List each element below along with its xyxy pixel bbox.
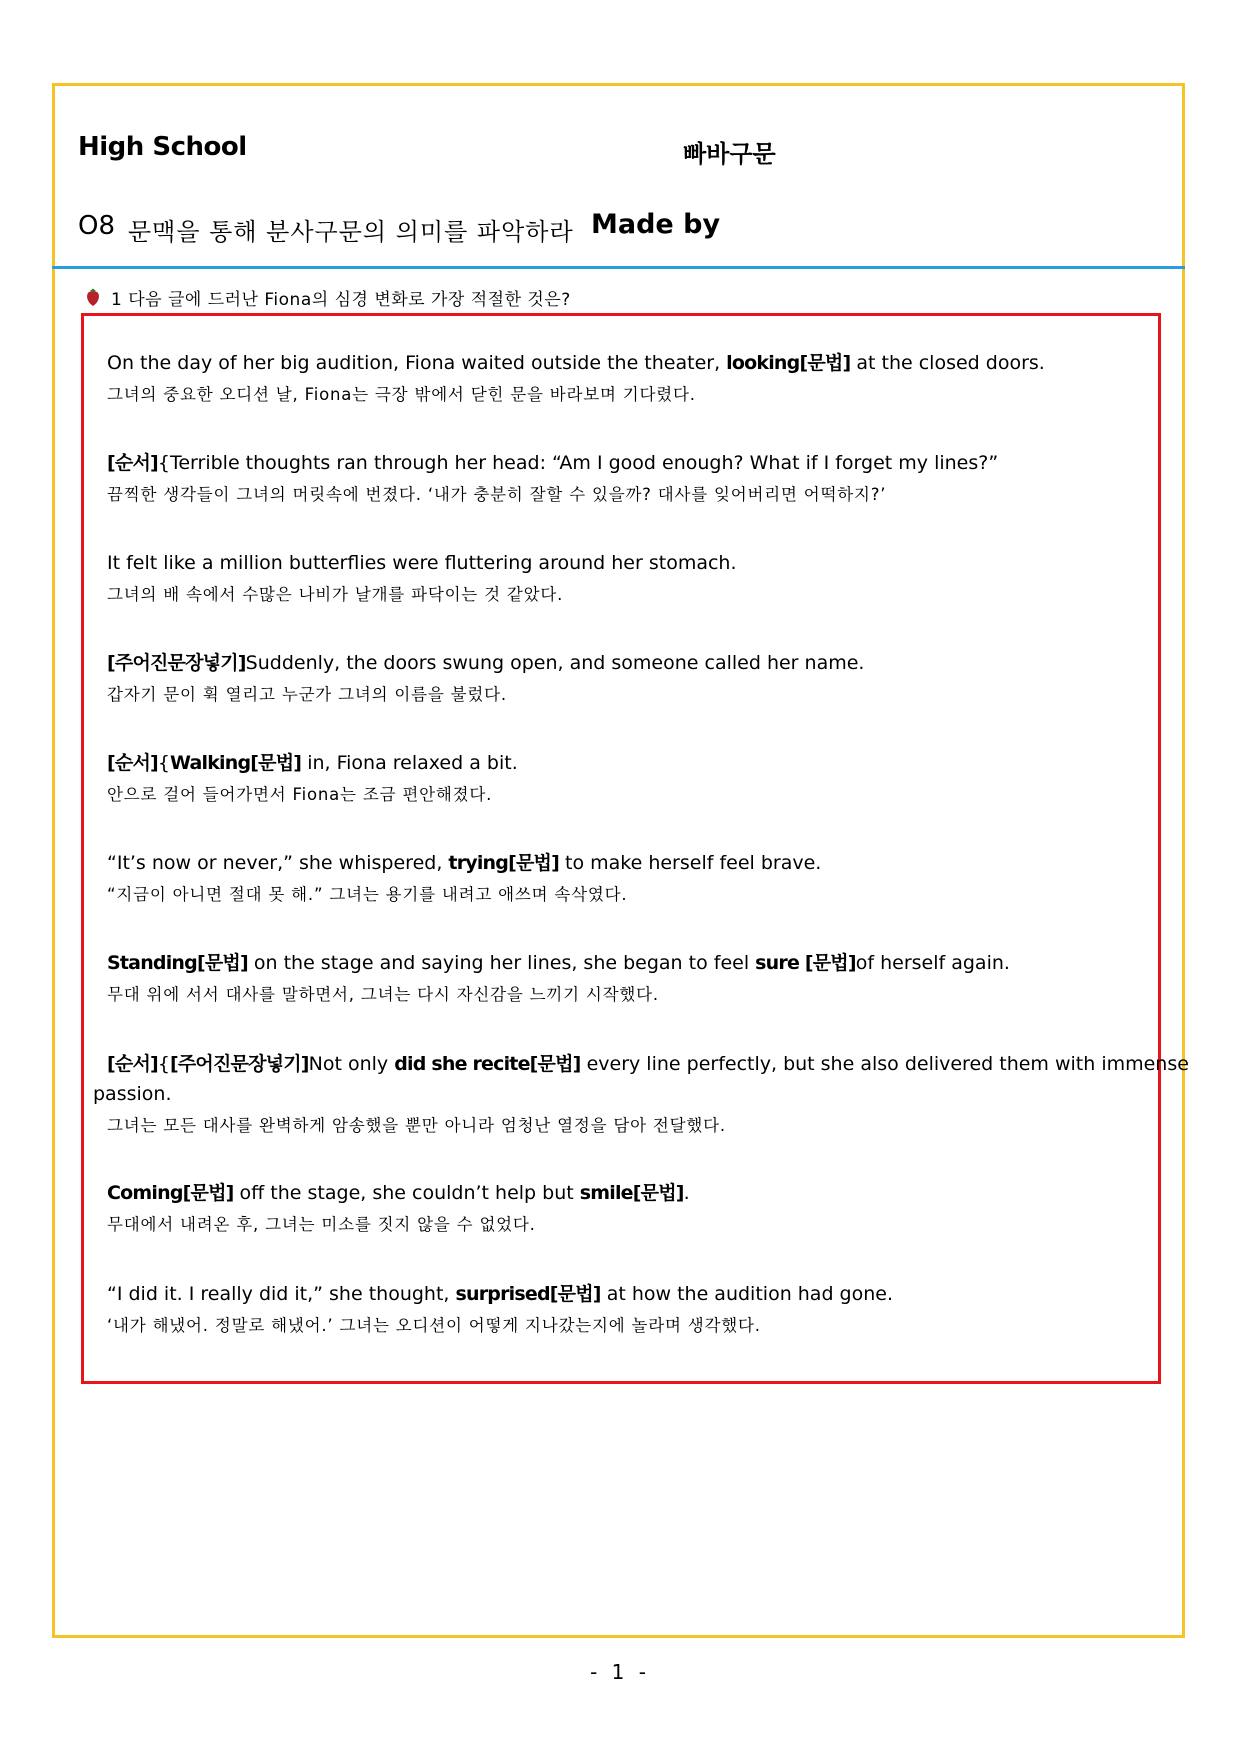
sentence-pair-1 [107,348,1147,412]
sentence-pair-10 [107,1279,1147,1343]
grammar-tag: Standing[문법] [107,952,248,974]
grammar-tag: Coming[문법] [107,1182,234,1204]
sentence-text: at how the audition had gone. [600,1283,894,1305]
insert-sentence-tag: [주어진문장넣기] [169,1053,309,1075]
sentence-text: off the stage, she couldn’t help but [233,1182,580,1204]
sentence-text: to make herself feel brave. [558,852,822,874]
english-sentence [107,848,1147,878]
strawberry-icon [85,287,101,307]
korean-translation: ‘내가 해냈어. 정말로 해냈어.’ 그녀는 오디션이 어떻게 지나갔는지에 놀라며 생각했다. [107,1316,761,1335]
sentence-text: { [157,1053,170,1075]
sentence-pair-3 [107,548,1147,612]
insert-sentence-tag: [주어진문장넣기] [107,652,246,674]
english-sentence [107,648,1147,678]
korean-translation: 그녀의 중요한 오디션 날, Fiona는 극장 밖에서 닫힌 문을 바라보며 기다렸다. [107,385,696,404]
header-level: High School [78,132,247,162]
korean-translation: 무대 위에 서서 대사를 말하면서, 그녀는 다시 자신감을 느끼기 시작했다. [107,985,659,1004]
order-tag: [순서] [107,452,158,474]
sentence-pair-6 [107,848,1147,912]
sentence-text: { [157,752,170,774]
korean-translation: “지금이 아니면 절대 못 해.” 그녀는 용기를 내려고 애쓰며 속삭였다. [107,885,628,904]
sentence-text: “I did it. I really did it,” she thought, [107,1283,456,1305]
english-sentence [107,748,1147,778]
unit-title: 문맥을 통해 분사구문의 의미를 파악하라 [128,218,574,246]
sentence-text: in, Fiona relaxed a bit. [301,752,518,774]
sentence-pair-5 [107,748,1147,812]
sentence-pair-4 [107,648,1147,712]
sentence-text: “It’s now or never,” she whispered, [107,852,449,874]
page-number: - 1 - [590,1660,650,1684]
sentence-pair-8 [93,1049,1189,1143]
english-sentence [93,1049,1189,1109]
question-text: 1 다음 글에 드러난 Fiona의 심경 변화로 가장 적절한 것은? [111,289,571,310]
sentence-line: passion. [93,1083,172,1105]
grammar-tag: smile[문법] [579,1182,684,1204]
grammar-tag: did she recite[문법] [394,1053,581,1075]
sentence-pair-9 [107,1178,1147,1242]
korean-translation: 무대에서 내려온 후, 그녀는 미소를 짓지 않을 수 없었다. [107,1215,536,1234]
korean-translation: 안으로 걸어 들어가면서 Fiona는 조금 편안해졌다. [107,785,493,804]
korean-translation: 갑자기 문이 휙 열리고 누군가 그녀의 이름을 불렀다. [107,685,507,704]
grammar-tag: trying[문법] [448,852,559,874]
sentence-line [107,1049,1189,1079]
sentence-text: at the closed doors. [850,352,1045,374]
header-divider [52,266,1185,269]
sentence-text: Suddenly, the doors swung open, and someone called her name. [245,652,865,674]
sentence-text: Not only [308,1053,395,1075]
order-tag: [순서] [107,1053,158,1075]
grammar-tag: sure [문법] [755,952,856,974]
english-sentence [107,348,1147,378]
korean-translation: 그녀는 모든 대사를 완벽하게 암송했을 뿐만 아니라 엄청난 열정을 담아 전달했다. [107,1116,726,1135]
grammar-tag: looking[문법] [726,352,851,374]
header-title: 빠바구문 [683,140,776,168]
sentence-text: every line perfectly, but she also delivered them with immense [580,1053,1189,1075]
sentence-pair-7 [107,948,1147,1012]
korean-translation: 그녀의 배 속에서 수많은 나비가 날개를 파닥이는 것 같았다. [107,585,564,604]
sentence-text: of herself again. [855,952,1010,974]
sentence-text: {Terrible thoughts ran through her head: “Am I good enough? What if I forget my lines?” [157,452,999,474]
korean-translation: 끔찍한 생각들이 그녀의 머릿속에 번졌다. ‘내가 충분히 잘할 수 있을까? 대사를 잊어버리면 어떡하지?’ [107,485,887,504]
sentence-pair-2 [107,448,1147,512]
sentence-text: . [683,1182,690,1204]
grammar-tag: surprised[문법] [455,1283,601,1305]
grammar-tag: Walking[문법] [169,752,302,774]
sentence-text: On the day of her big audition, Fiona waited outside the theater, [107,352,727,374]
english-sentence [107,548,1147,578]
sentence-text: It felt like a million butterflies were fluttering around her stomach. [107,552,737,574]
english-sentence [107,1178,1147,1208]
made-by: Made by [591,209,721,240]
english-sentence [107,1279,1147,1309]
unit-number: O8 [78,211,116,241]
question-row [85,285,571,309]
order-tag: [순서] [107,752,158,774]
english-sentence [107,448,1147,478]
sentence-text: on the stage and saying her lines, she began to feel [247,952,756,974]
english-sentence [107,948,1147,978]
